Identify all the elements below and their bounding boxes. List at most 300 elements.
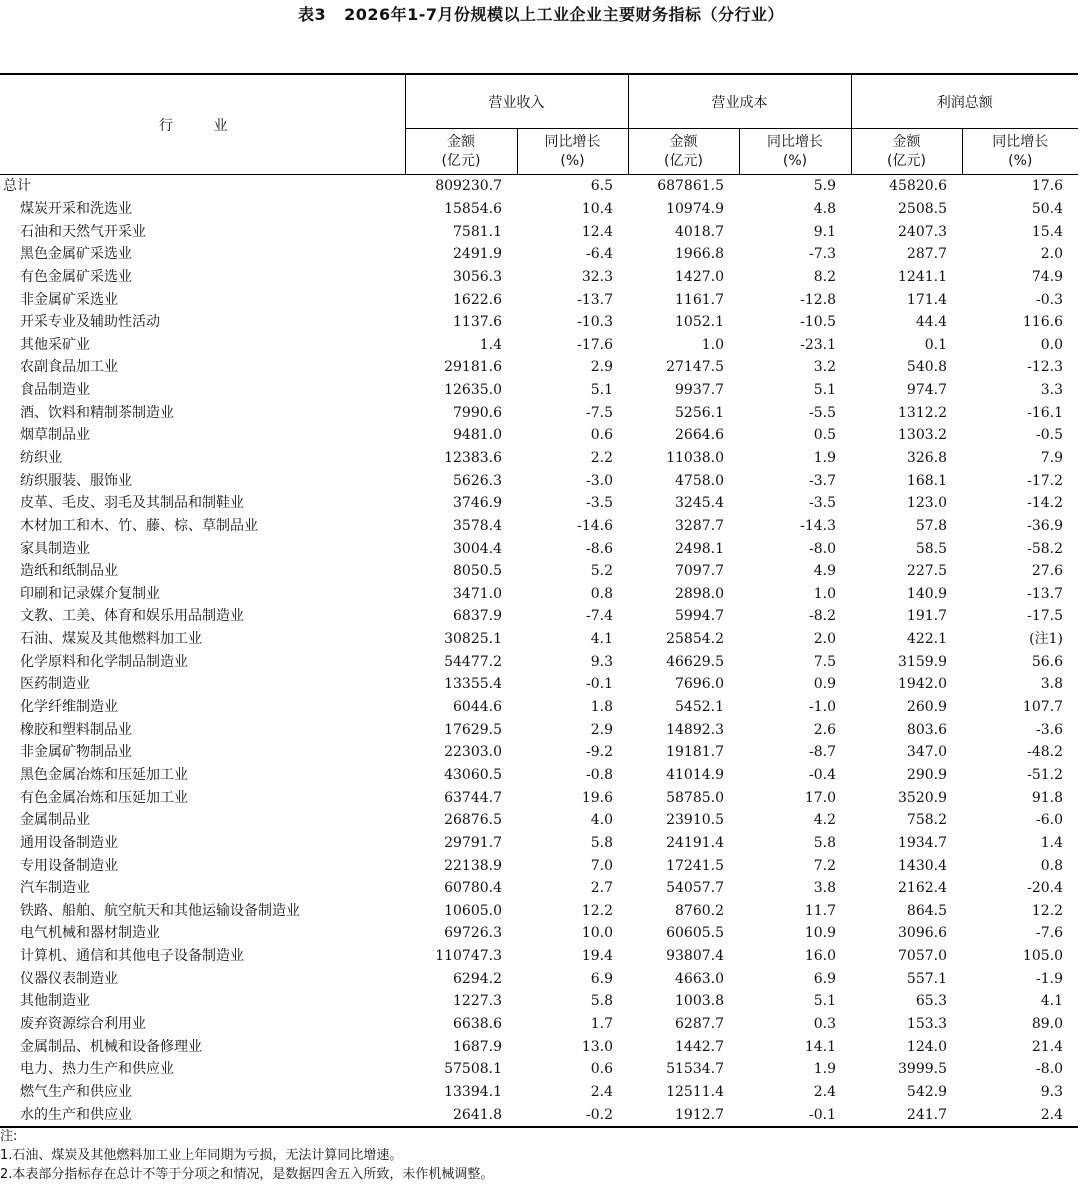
profit-growth-cell: 74.9	[1031, 268, 1063, 285]
cost-amount-cell: 60605.5	[666, 925, 724, 942]
profit-amount-cell: 3999.5	[898, 1061, 947, 1078]
table-row	[0, 809, 1078, 832]
table-row	[0, 469, 1078, 492]
profit-amount-cell: 2407.3	[898, 223, 947, 240]
profit-growth-cell: 2.4	[962, 1103, 1078, 1127]
revenue-growth-cell: 1.8	[590, 699, 613, 716]
industry-name: 其他采矿业	[20, 336, 90, 353]
table-row	[0, 945, 1078, 968]
table-row	[0, 605, 1078, 628]
table-row	[0, 356, 1078, 379]
profit-growth-cell: -36.9	[1027, 517, 1063, 534]
table-row	[0, 1103, 1078, 1127]
profit-growth-cell: 107.7	[1022, 699, 1063, 716]
table-row	[0, 1013, 1078, 1036]
table-row	[0, 832, 1078, 855]
profit-amount-cell: 758.2	[906, 812, 947, 829]
revenue-growth-cell: 10.0	[581, 925, 613, 942]
revenue-amount-cell: 3056.3	[453, 268, 502, 285]
profit-growth-cell: -58.2	[1027, 540, 1063, 557]
cost-amount-cell: 7696.0	[675, 676, 724, 693]
table-number: 表3	[297, 5, 327, 24]
profit-amount-cell: 0.1	[924, 336, 947, 353]
cost-amount-cell: 1161.7	[675, 291, 724, 308]
profit-amount-cell: 1303.2	[898, 427, 947, 444]
cost-growth-cell: -8.2	[809, 608, 836, 625]
table-row	[0, 1058, 1078, 1081]
cost-amount-cell: 54057.7	[666, 880, 724, 897]
profit-amount-cell: 168.1	[906, 472, 947, 489]
revenue-amount-cell: 54477.2	[444, 653, 502, 670]
profit-amount-cell: 1312.2	[898, 404, 947, 421]
table-row	[0, 854, 1078, 877]
cost-amount-cell: 1003.8	[675, 993, 724, 1010]
table-row	[0, 922, 1078, 945]
table-row	[0, 764, 1078, 787]
cost-growth-cell: 1.9	[813, 1061, 836, 1078]
cost-amount-header: 金额 (亿元)	[628, 129, 739, 175]
profit-growth-cell: 89.0	[1031, 1016, 1063, 1033]
profit-amount-cell: 422.1	[906, 631, 947, 648]
profit-growth-cell: -13.7	[1027, 585, 1063, 602]
cost-amount-cell: 3245.4	[675, 495, 724, 512]
cost-amount-cell: 51534.7	[666, 1061, 724, 1078]
cost-growth-cell: -5.5	[809, 404, 836, 421]
cost-growth-cell: 5.8	[813, 834, 836, 851]
cost-growth-cell: -8.0	[809, 540, 836, 557]
profit-amount-header: 金额 (亿元)	[851, 129, 962, 175]
revenue-amount-cell: 7990.6	[453, 404, 502, 421]
profit-amount-cell: 347.0	[906, 744, 947, 761]
cost-amount-cell: 11038.0	[666, 450, 724, 466]
notes-heading: 注:	[0, 1129, 18, 1144]
cost-growth-cell: 10.9	[804, 925, 836, 942]
cost-amount-cell: 27147.5	[666, 359, 724, 376]
industry-name: 通用设备制造业	[20, 834, 118, 851]
industry-name: 化学原料和化学制品制造业	[20, 653, 188, 670]
industry-header: 行 业	[0, 74, 405, 175]
industry-name: 汽车制造业	[20, 880, 90, 897]
industry-name: 金属制品业	[20, 812, 90, 829]
cost-amount-cell: 19181.7	[666, 744, 724, 761]
revenue-growth-cell: 1.7	[590, 1016, 613, 1033]
revenue-growth-cell: -0.1	[586, 676, 613, 693]
table-row	[0, 786, 1078, 809]
profit-growth-cell: -48.2	[1027, 744, 1063, 761]
revenue-amount-cell: 12383.6	[444, 450, 502, 466]
cost-growth-cell: 0.9	[813, 676, 836, 693]
revenue-amount-cell: 12635.0	[444, 382, 502, 399]
revenue-amount-cell: 3746.9	[453, 495, 502, 512]
profit-growth-cell: 15.4	[1031, 223, 1063, 240]
industry-name: 铁路、船舶、航空航天和其他运输设备制造业	[20, 902, 300, 919]
table-row	[0, 379, 1078, 402]
revenue-growth-cell: 2.7	[590, 880, 613, 897]
table-title	[0, 2, 1082, 25]
table-row	[0, 424, 1078, 447]
cost-amount-cell: 25854.2	[666, 631, 724, 648]
industry-name: 燃气生产和供应业	[20, 1083, 132, 1100]
cost-amount-cell: 2498.1	[675, 540, 724, 557]
profit-growth-cell: 4.1	[1040, 993, 1063, 1010]
cost-amount-cell: 10974.9	[666, 200, 724, 217]
cost-amount-cell: 1442.7	[675, 1038, 724, 1055]
revenue-growth-cell: 2.9	[590, 721, 613, 738]
cost-growth-cell: -1.0	[809, 699, 836, 716]
industry-name: 有色金属矿采选业	[20, 268, 132, 285]
revenue-growth-cell: 19.6	[581, 789, 613, 806]
revenue-amount-cell: 30825.1	[444, 631, 502, 648]
industry-name: 家具制造业	[20, 540, 90, 557]
profit-amount-cell: 1934.7	[898, 834, 947, 851]
revenue-growth-cell: 7.0	[590, 857, 613, 874]
revenue-amount-cell: 3578.4	[453, 517, 502, 534]
industry-name: 农副食品加工业	[20, 359, 118, 376]
profit-amount-cell: 45820.6	[889, 178, 947, 195]
industry-name: 煤炭开采和洗选业	[20, 200, 132, 217]
revenue-growth-cell: -7.4	[586, 608, 613, 625]
revenue-amount-cell: 1227.3	[453, 993, 502, 1010]
cost-growth-cell: 2.0	[813, 631, 836, 648]
revenue-amount-cell: 1687.9	[453, 1038, 502, 1055]
cost-amount-cell: 14892.3	[666, 721, 724, 738]
cost-growth-cell: -10.5	[800, 314, 836, 331]
profit-amount-cell: 123.0	[906, 495, 947, 512]
profit-amount-cell: 542.9	[906, 1083, 947, 1100]
profit-growth-cell: 91.8	[1031, 789, 1063, 806]
table-header	[0, 74, 1078, 175]
profit-amount-cell: 191.7	[906, 608, 947, 625]
revenue-amount-cell: 29791.7	[444, 834, 502, 851]
profit-amount-cell: 65.3	[915, 993, 947, 1010]
revenue-amount-cell: 22303.0	[444, 744, 502, 761]
cost-amount-cell: 4018.7	[675, 223, 724, 240]
industry-name: 黑色金属冶炼和压延加工业	[20, 766, 188, 783]
profit-amount-cell: 864.5	[906, 902, 947, 919]
cost-growth-cell: 8.2	[813, 268, 836, 285]
profit-amount-cell: 241.7	[851, 1103, 962, 1127]
cost-amount-cell: 5994.7	[675, 608, 724, 625]
cost-growth-cell: 1.9	[813, 450, 836, 466]
cost-amount-cell: 1427.0	[675, 268, 724, 285]
cost-growth-cell: 1.0	[813, 585, 836, 602]
cost-growth-cell: -3.7	[809, 472, 836, 489]
cost-growth-header: 同比增长 (%)	[739, 129, 851, 175]
revenue-amount-cell: 29181.6	[444, 359, 502, 376]
table-row	[0, 266, 1078, 289]
cost-growth-cell: 5.1	[813, 382, 836, 399]
revenue-growth-cell: 4.1	[590, 631, 613, 648]
profit-amount-cell: 803.6	[906, 721, 947, 738]
industry-name: 医药制造业	[20, 676, 90, 693]
revenue-amount-cell: 26876.5	[444, 812, 502, 829]
profit-amount-cell: 140.9	[906, 585, 947, 602]
revenue-growth-cell: 6.5	[590, 178, 613, 195]
revenue-growth-cell: 0.8	[590, 585, 613, 602]
revenue-amount-cell: 6638.6	[453, 1016, 502, 1033]
table-row	[0, 401, 1078, 424]
table-row	[0, 1081, 1078, 1104]
cost-growth-cell: -14.3	[800, 517, 836, 534]
cost-growth-cell: 0.5	[813, 427, 836, 444]
revenue-amount-cell: 13355.4	[444, 676, 502, 693]
profit-amount-cell: 124.0	[906, 1038, 947, 1055]
cost-growth-cell: 14.1	[804, 1038, 836, 1055]
industry-name: 酒、饮料和精制茶制造业	[20, 404, 174, 421]
revenue-growth-cell: 9.3	[590, 653, 613, 670]
table-row	[0, 220, 1078, 243]
table-title-text: 2026年1-7月份规模以上工业企业主要财务指标（分行业）	[344, 5, 785, 24]
profit-amount-cell: 1430.4	[898, 857, 947, 874]
cost-amount-cell: 5452.1	[675, 699, 724, 716]
profit-growth-cell: 3.3	[1040, 382, 1063, 399]
cost-amount-cell: 7097.7	[675, 563, 724, 580]
footnotes	[0, 1127, 1082, 1184]
profit-amount-cell: 2508.5	[898, 200, 947, 217]
table-row	[0, 537, 1078, 560]
revenue-amount-cell: 1622.6	[453, 291, 502, 308]
revenue-amount-cell: 69726.3	[444, 925, 502, 942]
revenue-growth-cell: 5.8	[590, 834, 613, 851]
table-row	[0, 741, 1078, 764]
cost-amount-cell: 687861.5	[657, 178, 724, 195]
table-row	[0, 198, 1078, 221]
cost-growth-cell: 4.2	[813, 812, 836, 829]
cost-growth-cell: 17.0	[804, 789, 836, 806]
revenue-growth-cell: 0.6	[590, 1061, 613, 1078]
profit-growth-cell: 50.4	[1031, 200, 1063, 217]
cost-growth-cell: -12.8	[800, 291, 836, 308]
cost-growth-cell: 7.2	[813, 857, 836, 874]
cost-growth-cell: 3.8	[813, 880, 836, 897]
industry-name: 非金属矿采选业	[20, 291, 118, 308]
cost-amount-cell: 2664.6	[675, 427, 724, 444]
industry-name: 石油、煤炭及其他燃料加工业	[20, 631, 202, 648]
revenue-header: 营业收入	[405, 74, 628, 129]
revenue-growth-cell: 4.0	[590, 812, 613, 829]
revenue-growth-cell: 5.2	[590, 563, 613, 580]
cost-amount-cell: 17241.5	[666, 857, 724, 874]
industry-name: 专用设备制造业	[20, 857, 118, 874]
profit-amount-cell: 3096.6	[898, 925, 947, 942]
revenue-amount-cell: 15854.6	[444, 200, 502, 217]
profit-growth-cell: 0.8	[1040, 857, 1063, 874]
revenue-growth-cell: 12.2	[581, 902, 613, 919]
industry-name: 其他制造业	[20, 993, 90, 1010]
profit-growth-cell: -14.2	[1027, 495, 1063, 512]
industry-name: 有色金属冶炼和压延加工业	[20, 789, 188, 806]
profit-growth-header: 同比增长 (%)	[962, 129, 1078, 175]
revenue-growth-cell: 2.4	[590, 1083, 613, 1100]
cost-growth-cell: -0.4	[809, 766, 836, 783]
table-row	[0, 492, 1078, 515]
revenue-amount-cell: 1137.6	[453, 314, 502, 331]
industry-name: 文教、工美、体育和娱乐用品制造业	[20, 608, 244, 625]
cost-growth-cell: 5.1	[813, 993, 836, 1010]
cost-amount-cell: 93807.4	[666, 948, 724, 965]
industry-name: 纺织业	[20, 450, 62, 466]
cost-growth-cell: -3.5	[809, 495, 836, 512]
profit-growth-cell: -7.6	[1036, 925, 1063, 942]
cost-growth-cell: 7.5	[813, 653, 836, 670]
table-row	[0, 650, 1078, 673]
revenue-amount-cell: 5626.3	[453, 472, 502, 489]
industry-name: 化学纤维制造业	[20, 699, 118, 716]
profit-amount-cell: 44.4	[915, 314, 947, 331]
profit-amount-cell: 7057.0	[898, 948, 947, 965]
profit-growth-cell: 1.4	[1040, 834, 1063, 851]
profit-growth-cell: 0.0	[1040, 336, 1063, 353]
profit-growth-cell: 116.6	[1022, 314, 1063, 331]
table-row	[0, 967, 1078, 990]
revenue-amount-cell: 6837.9	[453, 608, 502, 625]
table-row	[0, 673, 1078, 696]
industry-name: 废弃资源综合利用业	[20, 1016, 146, 1033]
note-2: 2.本表部分指标存在总计不等于分项之和情况，是数据四舍五入所致，未作机械调整。	[0, 1167, 494, 1182]
cost-amount-cell: 6287.7	[675, 1016, 724, 1033]
industry-name: 造纸和纸制品业	[20, 563, 118, 580]
profit-growth-cell: 105.0	[1022, 948, 1063, 965]
revenue-growth-cell: 6.9	[590, 970, 613, 987]
cost-amount-cell: 1.0	[701, 336, 724, 353]
cost-amount-cell: 58785.0	[666, 789, 724, 806]
revenue-amount-cell: 8050.5	[453, 563, 502, 580]
revenue-growth-cell: -13.7	[577, 291, 613, 308]
revenue-amount-header: 金额 (亿元)	[405, 129, 517, 175]
revenue-growth-cell: 5.8	[590, 993, 613, 1010]
revenue-growth-cell: -14.6	[577, 517, 613, 534]
profit-amount-cell: 260.9	[906, 699, 947, 716]
revenue-growth-cell: -9.2	[586, 744, 613, 761]
profit-amount-cell: 2162.4	[898, 880, 947, 897]
table-row	[0, 447, 1078, 470]
profit-amount-cell: 1241.1	[898, 268, 947, 285]
table-row	[0, 515, 1078, 538]
cost-amount-cell: 12511.4	[666, 1083, 724, 1100]
industry-name: 木材加工和木、竹、藤、棕、草制品业	[20, 517, 258, 534]
profit-growth-cell: -8.0	[1036, 1061, 1063, 1078]
cost-growth-cell: 6.9	[813, 970, 836, 987]
industry-name: 纺织服装、服饰业	[20, 472, 132, 489]
revenue-growth-header: 同比增长 (%)	[517, 129, 628, 175]
revenue-amount-cell: 3471.0	[453, 585, 502, 602]
table-row	[0, 877, 1078, 900]
cost-amount-cell: 46629.5	[666, 653, 724, 670]
table-row	[0, 311, 1078, 334]
cost-growth-cell: 2.4	[813, 1083, 836, 1100]
cost-growth-cell: 2.6	[813, 721, 836, 738]
profit-growth-cell: 2.0	[1040, 246, 1063, 263]
profit-amount-cell: 540.8	[906, 359, 947, 376]
table-row	[0, 288, 1078, 311]
note-1: 1.石油、煤炭及其他燃料加工业上年同期为亏损，无法计算同比增速。	[0, 1148, 403, 1163]
industry-name: 橡胶和塑料制品业	[20, 721, 132, 738]
revenue-amount-cell: 13394.1	[444, 1083, 502, 1100]
cost-growth-cell: -7.3	[809, 246, 836, 263]
profit-amount-cell: 287.7	[906, 246, 947, 263]
cost-amount-cell: 4758.0	[675, 472, 724, 489]
table-body	[0, 175, 1078, 1127]
table-row	[0, 583, 1078, 606]
revenue-growth-cell: -8.6	[586, 540, 613, 557]
profit-amount-cell: 1942.0	[898, 676, 947, 693]
revenue-growth-cell: -6.4	[586, 246, 613, 263]
profit-growth-cell: 21.4	[1031, 1038, 1063, 1055]
cost-growth-cell: -8.7	[809, 744, 836, 761]
revenue-amount-cell: 22138.9	[444, 857, 502, 874]
profit-amount-cell: 57.8	[915, 517, 947, 534]
table-row	[0, 990, 1078, 1013]
cost-growth-cell: -23.1	[800, 336, 836, 353]
profit-growth-cell: -0.5	[1036, 427, 1063, 444]
table-row	[0, 628, 1078, 651]
profit-growth-cell: -16.1	[1027, 404, 1063, 421]
profit-growth-cell: -17.5	[1027, 608, 1063, 625]
profit-amount-cell: 290.9	[906, 766, 947, 783]
cost-amount-cell: 3287.7	[675, 517, 724, 534]
total-row	[0, 175, 1078, 198]
revenue-growth-cell: -17.6	[577, 336, 613, 353]
cost-amount-cell: 4663.0	[675, 970, 724, 987]
profit-growth-cell: (注1)	[1029, 631, 1063, 648]
profit-amount-cell: 171.4	[906, 291, 947, 308]
revenue-growth-cell: 2.2	[590, 450, 613, 466]
revenue-amount-cell: 6294.2	[453, 970, 502, 987]
table-row	[0, 243, 1078, 266]
revenue-growth-cell: -7.5	[586, 404, 613, 421]
cost-growth-cell: 3.2	[813, 359, 836, 376]
revenue-amount-cell: 60780.4	[444, 880, 502, 897]
revenue-growth-cell: 10.4	[581, 200, 613, 217]
revenue-growth-cell: 32.3	[581, 268, 613, 285]
revenue-growth-cell: 12.4	[581, 223, 613, 240]
revenue-growth-cell: 19.4	[581, 948, 613, 965]
cost-amount-cell: 1966.8	[675, 246, 724, 263]
profit-growth-cell: -12.3	[1027, 359, 1063, 376]
cost-growth-cell: 9.1	[813, 223, 836, 240]
revenue-amount-cell: 6044.6	[453, 699, 502, 716]
profit-growth-cell: 12.2	[1031, 902, 1063, 919]
cost-amount-cell: 1912.7	[628, 1103, 739, 1127]
revenue-growth-cell: 13.0	[581, 1038, 613, 1055]
revenue-growth-cell: 0.6	[590, 427, 613, 444]
cost-amount-cell: 2898.0	[675, 585, 724, 602]
cost-header: 营业成本	[628, 74, 851, 129]
profit-growth-cell: -1.9	[1036, 970, 1063, 987]
financial-indicators-table	[0, 73, 1078, 1128]
industry-name: 黑色金属矿采选业	[20, 246, 132, 263]
industry-name: 烟草制品业	[20, 427, 90, 444]
cost-amount-cell: 8760.2	[675, 902, 724, 919]
industry-name: 仪器仪表制造业	[20, 970, 118, 987]
industry-name: 计算机、通信和其他电子设备制造业	[20, 948, 244, 965]
industry-name: 电气机械和器材制造业	[20, 925, 160, 942]
cost-growth-cell: 4.9	[813, 563, 836, 580]
cost-growth-cell: 5.9	[813, 178, 836, 195]
industry-name: 金属制品、机械和设备修理业	[20, 1038, 202, 1055]
industry-name: 非金属矿物制品业	[20, 744, 132, 761]
table-row	[0, 718, 1078, 741]
industry-name: 水的生产和供应业	[0, 1103, 405, 1127]
revenue-growth-cell: -0.8	[586, 766, 613, 783]
revenue-amount-cell: 110747.3	[435, 948, 502, 965]
profit-growth-cell: -17.2	[1027, 472, 1063, 489]
revenue-amount-cell: 2491.9	[453, 246, 502, 263]
cost-amount-cell: 41014.9	[666, 766, 724, 783]
profit-amount-cell: 3159.9	[898, 653, 947, 670]
profit-amount-cell: 227.5	[906, 563, 947, 580]
table-row	[0, 333, 1078, 356]
